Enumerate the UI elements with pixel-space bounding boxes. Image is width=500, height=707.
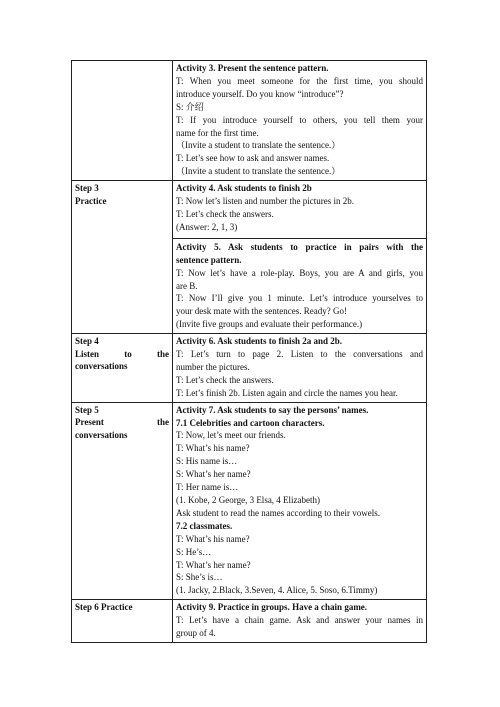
activity-line: S: 介绍 — [176, 101, 204, 112]
activity-cell — [173, 61, 427, 181]
step-label-line: Step 5 — [75, 404, 99, 415]
activity-line: T: Let’s check the answers. — [176, 374, 274, 385]
activity-cell — [173, 334, 427, 403]
activity-heading: Activity 6. Ask students to finish 2a and 2b. — [176, 336, 343, 347]
step-label-line: Step 3 — [75, 183, 99, 194]
activity-cell — [173, 600, 427, 643]
activity-line: T: Now, let’s meet our friends. — [176, 430, 286, 441]
step-label-word: Listen — [75, 348, 100, 359]
activity-heading: Activity 4. Ask students to finish 2b — [176, 183, 312, 194]
activity-line: your desk mate with the sentences. Ready? Go! — [176, 306, 347, 317]
step-label-word: to — [124, 348, 132, 359]
activity-line: (Answer: 2, 1, 3) — [176, 221, 238, 232]
step-cell — [72, 61, 173, 181]
table-row — [72, 402, 427, 600]
activity-line: T: Let’s finish 2b. Listen again and circle the names you hear. — [176, 387, 398, 398]
step-label-line: Step 4 — [75, 336, 99, 347]
step-label-line — [75, 348, 169, 361]
table-body — [72, 61, 427, 643]
step-cell — [72, 181, 173, 334]
activity-line: T: When you meet someone for the first time, you should — [176, 75, 423, 86]
activity-line: S: She’s is… — [176, 572, 223, 583]
activity-cell — [173, 402, 427, 600]
activity-heading: Activity 7. Ask students to say the persons’ names. — [176, 404, 369, 415]
activity-line: Ask student to read the names according to their vowels. — [176, 507, 380, 518]
step-label-line: conversations — [75, 429, 128, 440]
activity-line: (Invite five groups and evaluate their performance.) — [176, 319, 363, 330]
lesson-plan-table — [71, 60, 427, 643]
step-label-line: Practice — [75, 195, 107, 206]
activity-line: T: Let’s turn to page 2. Listen to the conversations and — [176, 349, 423, 360]
activity-line: T: Now I’ll give you 1 minute. Let’s introduce yourselves to — [176, 293, 423, 304]
activity-line: group of 4. — [176, 628, 216, 639]
activity-heading: 7.1 Celebrities and cartoon characters. — [176, 417, 325, 428]
activity-line: T: If you introduce yourself to others, you tell them your — [176, 114, 423, 125]
activity-line: (1. Jacky, 2.Black, 3.Seven, 4. Alice, 5. Soso, 6.Timmy) — [176, 585, 378, 596]
table-row — [72, 600, 427, 643]
step-label-line: Step 6 Practice — [75, 602, 133, 613]
activity-cell — [173, 181, 427, 334]
activity-line: T: Now let’s have a role-play. Boys, you are A and girls, you — [176, 267, 423, 278]
activity-line: introduce yourself. Do you know “introduce”? — [176, 88, 344, 99]
step-label-word: the — [157, 417, 169, 428]
step-label-word: the — [156, 348, 169, 359]
activity-line: S: His name is… — [176, 456, 238, 467]
step-cell — [72, 402, 173, 600]
activity-line: name for the first time. — [176, 127, 259, 138]
activity-line: T: What’s her name? — [176, 559, 251, 570]
activity-divider — [173, 238, 426, 239]
step-label-line: conversations — [75, 361, 128, 372]
activity-line: T: Her name is… — [176, 482, 239, 493]
table-row — [72, 334, 427, 403]
table-row — [72, 61, 427, 181]
activity-line: T: What’s his name? — [176, 533, 250, 544]
step-label-word: Present — [75, 417, 104, 428]
step-label-line — [75, 416, 169, 429]
step-cell — [72, 334, 173, 403]
step-cell — [72, 600, 173, 643]
activity-line: number the pictures. — [176, 361, 250, 372]
activity-line: (1. Kobe, 2 George, 3 Elsa, 4 Elizabeth) — [176, 495, 321, 505]
activity-heading: 7.2 classmates. — [176, 520, 233, 531]
activity-line: S: What’s her name? — [176, 469, 251, 480]
table-row — [72, 181, 427, 334]
activity-line: are B. — [176, 280, 198, 291]
activity-heading: Activity 9. Practice in groups. Have a chain game. — [176, 602, 368, 613]
activity-heading: sentence pattern. — [176, 254, 242, 265]
activity-line: （Invite a student to translate the sentence.） — [176, 166, 341, 177]
activity-heading: Activity 5. Ask students to practice in pairs with the — [176, 241, 423, 252]
activity-line: T: Now let’s listen and number the pictures in 2b. — [176, 196, 355, 207]
activity-heading: Activity 3. Present the sentence pattern. — [176, 63, 329, 73]
activity-line: S: He’s… — [176, 546, 212, 557]
activity-line: T: Let’s check the answers. — [176, 208, 274, 219]
activity-line: T: What’s his name? — [176, 443, 250, 454]
activity-line: T: Let’s have a chain game. Ask and answer your names in — [176, 615, 423, 626]
activity-line: T: Let’s see how to ask and answer names. — [176, 153, 330, 164]
activity-line: （Invite a student to translate the sentence.） — [176, 140, 341, 151]
